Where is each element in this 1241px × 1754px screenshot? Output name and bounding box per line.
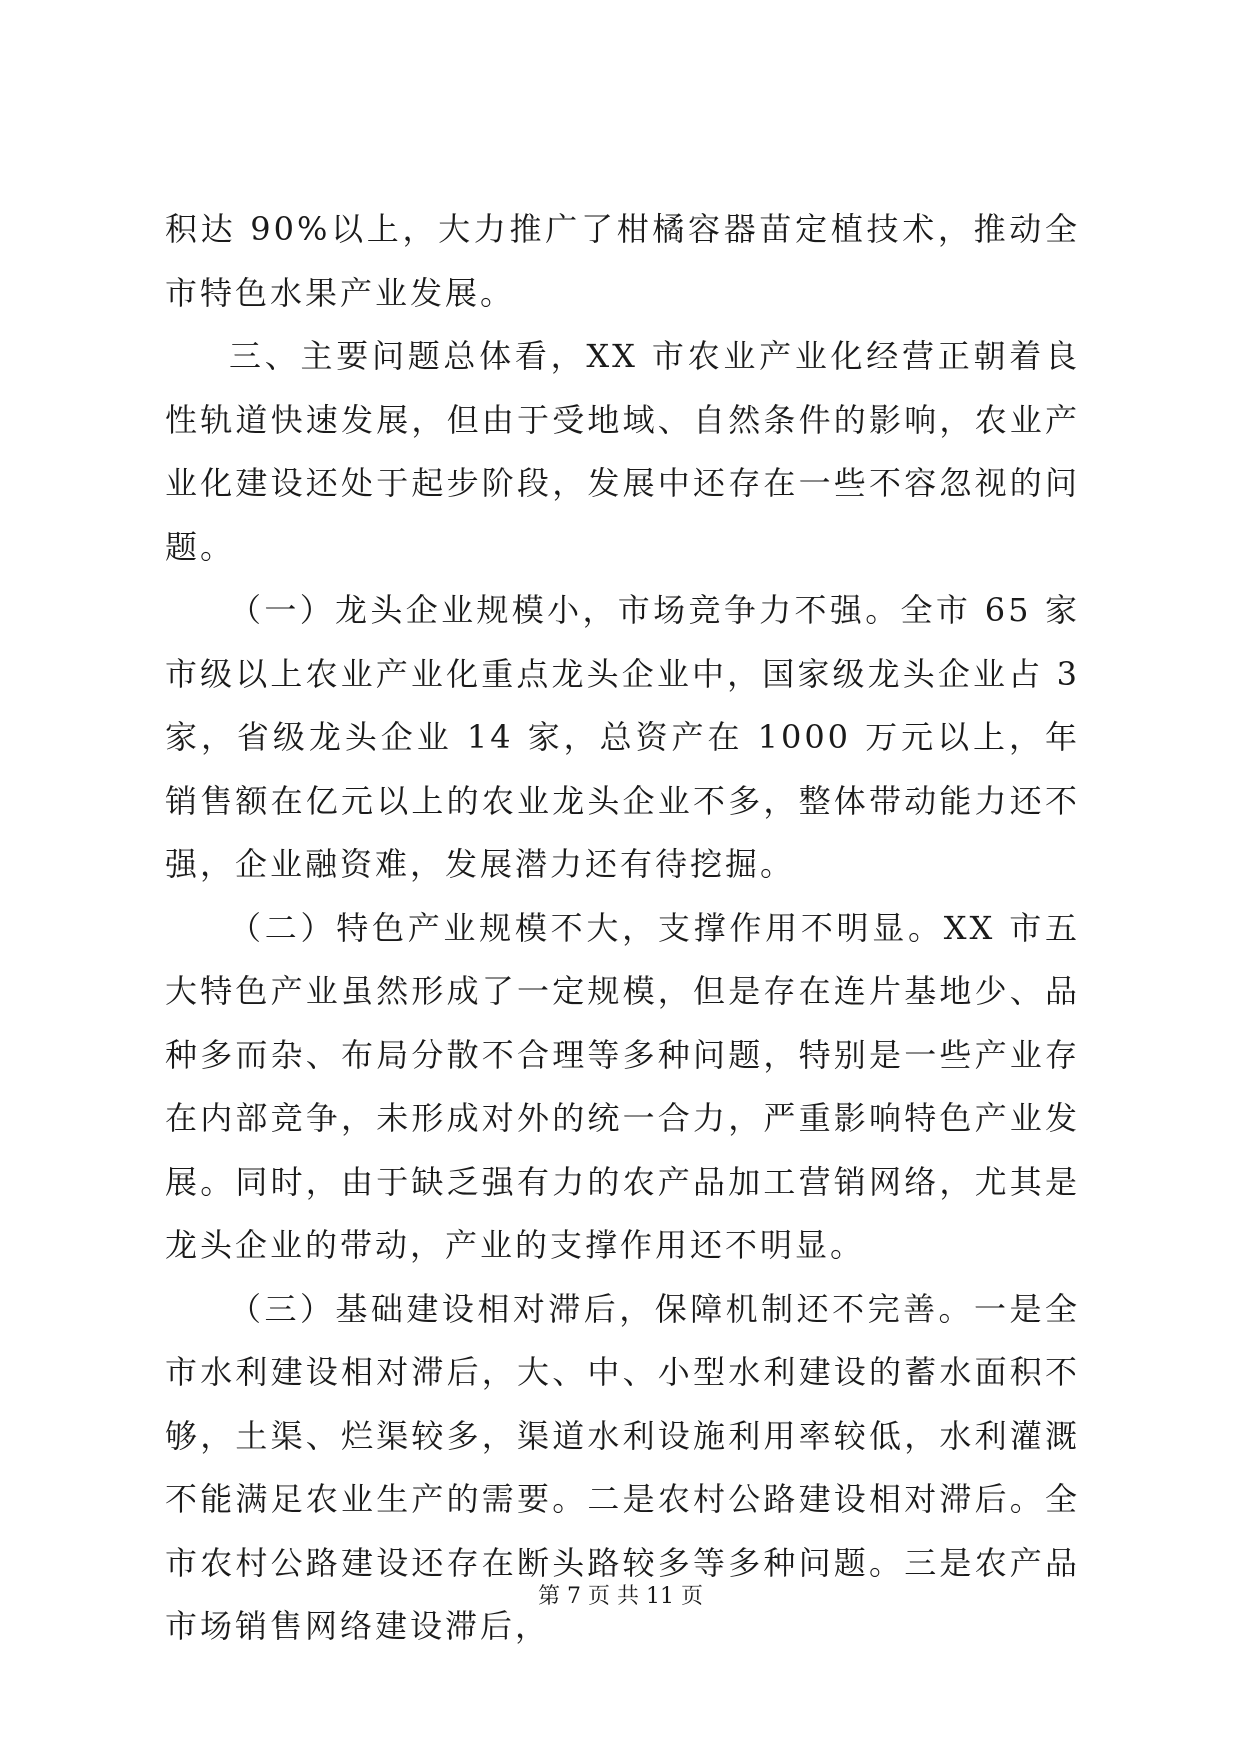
document-body bbox=[165, 198, 1080, 1659]
paragraph-1: 积达 90%以上，大力推广了柑橘容器苗定植技术，推动全市特色水果产业发展。 bbox=[165, 210, 1080, 312]
paragraph-2: 三、主要问题总体看，XX 市农业产业化经营正朝着良性轨道快速发展，但由于受地域、自然条件的影响，农业产业化建设还处于起步阶段，发展中还存在一些不容忽视的问题。 bbox=[165, 337, 1080, 566]
paragraph-5: （三）基础建设相对滞后，保障机制还不完善。一是全市水利建设相对滞后，大、中、小型水利建设的蓄水面积不够，土渠、烂渠较多，渠道水利设施利用率较低，水利灌溉不能满足农业生产的需要。二是农村公路建设相对滞后。全市农村公路建设还存在断头路较多等多种问题。三是农产品市场销售网络建设滞后， bbox=[165, 1289, 1080, 1645]
paragraph-4: （二）特色产业规模不大，支撑作用不明显。XX 市五大特色产业虽然形成了一定规模，但是存在连片基地少、品种多而杂、布局分散不合理等多种问题，特别是一些产业存在内部竞争，未形成对外的统一合力，严重影响特色产业发展。同时，由于缺乏强有力的农产品加工营销网络，尤其是龙头企业的带动，产业的支撑作用还不明显。 bbox=[165, 908, 1080, 1264]
page-number-footer: 第 7 页 共 11 页 bbox=[538, 1584, 703, 1609]
paragraph-3: （一）龙头企业规模小，市场竞争力不强。全市 65 家市级以上农业产业化重点龙头企业中，国家级龙头企业占 3 家，省级龙头企业 14 家，总资产在 1000 万元以上，年销售额在亿元以上的农业龙头企业不多，整体带动能力还不强，企业融资难，发展潜力还有待挖掘。 bbox=[165, 591, 1080, 883]
